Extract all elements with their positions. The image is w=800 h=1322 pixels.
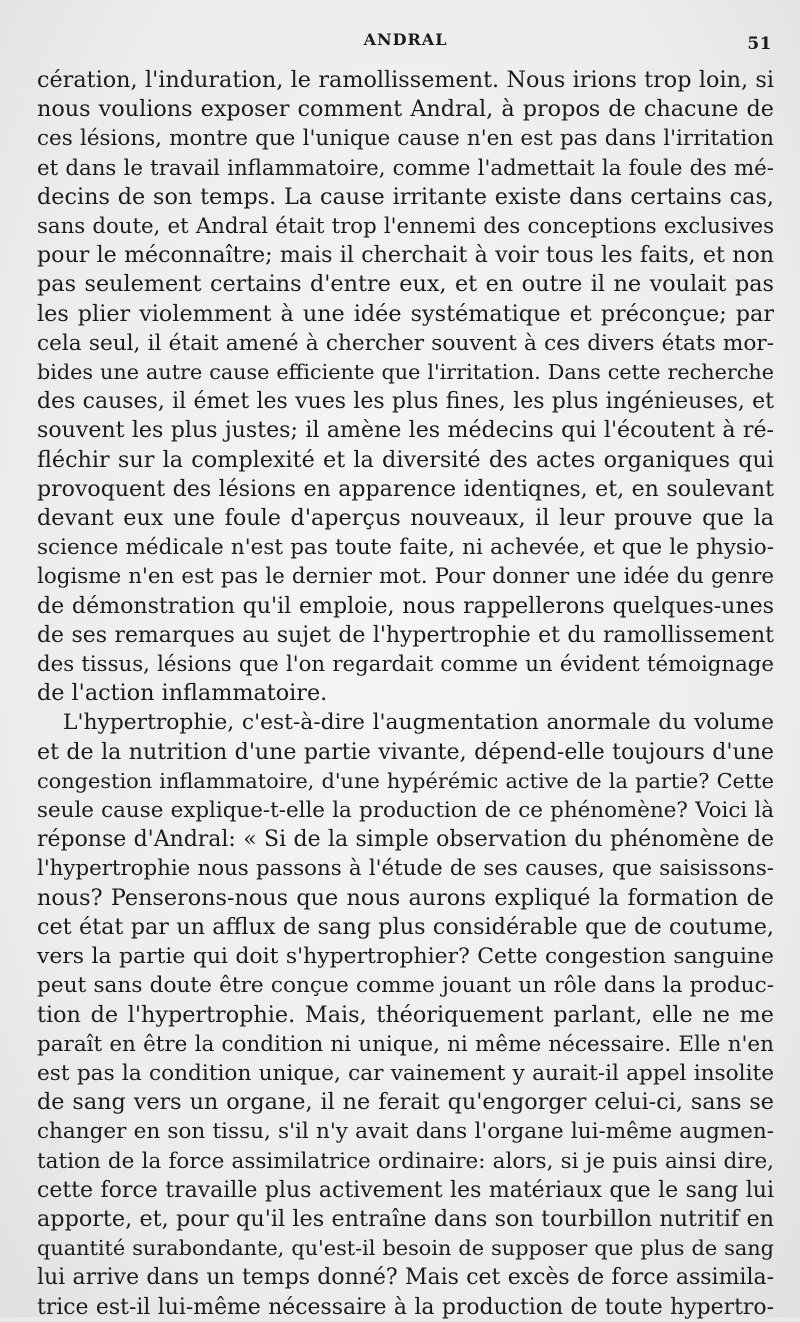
text-line: nous voulions exposer comment Andral, à propos de chacune de xyxy=(37,96,774,123)
text-line: vers la partie qui doit s'hypertrophier? Cette congestion sanguine xyxy=(37,944,774,970)
text-line: sans doute, et Andral était trop l'ennemi des conceptions exclusives xyxy=(37,214,774,240)
text-line: devant eux une foule d'aperçus nouveaux, il leur prouve que la xyxy=(37,505,774,532)
text-line: peut sans doute être conçue comme jouant un rôle dans la produc- xyxy=(37,973,774,999)
text-line: pour le méconnaître; mais il cherchait à voir tous les faits, et non xyxy=(37,242,774,269)
text-line: science médicale n'est pas toute faite, ni achevée, et que le physio- xyxy=(37,535,774,561)
text-line: les plier violemment à une idée systématique et préconçue; par xyxy=(37,300,774,327)
text-line: de sang vers un organe, il ne ferait qu'engorger celui-ci, sans se xyxy=(37,1089,774,1116)
text-line: ces lésions, montre que l'unique cause n'en est pas dans l'irritation xyxy=(37,126,774,152)
text-line: réponse d'Andral: « Si de la simple observation du phénomène de xyxy=(37,827,774,853)
text-line: bides une autre cause efficiente que l'irritation. Dans cette recherche xyxy=(37,360,774,385)
text-line: trice est-il lui-même nécessaire à la production de toute hypertro- xyxy=(37,1294,774,1320)
text-line: pas seulement certains d'entre eux, et en outre il ne voulait pas xyxy=(37,271,774,298)
running-title: ANDRAL xyxy=(363,30,448,49)
text-line: cette force travaille plus activement les matériaux que le sang lui xyxy=(37,1177,774,1203)
text-line: et dans le travail inflammatoire, comme l'admettait la foule des mé- xyxy=(37,155,774,181)
text-line: cela seul, il était amené à chercher souvent à ces divers états mor- xyxy=(37,330,774,356)
text-line: lui arrive dans un temps donné? Mais cet excès de force assimila- xyxy=(37,1265,774,1291)
running-head xyxy=(37,30,774,60)
text-line: apporte, et, pour qu'il les entraîne dans son tourbillon nutritif en xyxy=(37,1205,774,1232)
text-line: changer en son tissu, s'il n'y avait dans l'organe lui-même augmen- xyxy=(37,1119,774,1145)
text-line: des causes, il émet les vues les plus fines, les plus ingénieuses, et xyxy=(37,389,774,415)
text-line-paragraph-end: de l'action inflammatoire. xyxy=(37,680,328,707)
text-line-paragraph-start: L'hypertrophie, c'est-à-dire l'augmentation anormale du volume xyxy=(63,710,774,736)
text-line: tion de l'hypertrophie. Mais, théoriquement parlant, elle ne me xyxy=(37,1001,774,1028)
text-line: l'hypertrophie nous passons à l'étude de ses causes, que saisissons- xyxy=(37,856,774,882)
text-line: de ses remarques au sujet de l'hypertrophie et du ramollissement xyxy=(37,622,774,648)
text-line: decins de son temps. La cause irritante existe dans certains cas, xyxy=(37,183,774,210)
body-text xyxy=(37,66,774,1322)
text-line: seule cause explique-t-elle la production de ce phénomène? Voici là xyxy=(37,798,774,824)
text-line: est pas la condition unique, car vainement y aurait-il appel insolite xyxy=(37,1060,774,1086)
text-line: provoquent des lésions en apparence identiqnes, et, en soulevant xyxy=(37,476,774,502)
text-line: cet état par un afflux de sang plus considérable que de coutume, xyxy=(37,913,774,940)
text-line: paraît en être la condition ni unique, ni même nécessaire. Elle n'en xyxy=(37,1031,774,1057)
text-line: cération, l'induration, le ramollissement. Nous irions trop loin, si xyxy=(37,67,774,93)
text-line: souvent les plus justes; il amène les médecins qui l'écoutent à ré- xyxy=(37,417,774,444)
text-line: logisme n'en est pas le dernier mot. Pour donner une idée du genre xyxy=(37,564,774,590)
text-line: et de la nutrition d'une partie vivante, dépend-elle toujours d'une xyxy=(37,738,774,765)
text-line: nous? Penserons-nous que nous aurons expliqué la formation de xyxy=(37,884,774,911)
text-line: tation de la force assimilatrice ordinaire: alors, si je puis ainsi dire, xyxy=(37,1148,774,1174)
page-number: 51 xyxy=(747,34,772,54)
text-line: des tissus, lésions que l'on regardait comme un évident témoignage xyxy=(37,652,774,678)
text-line: congestion inflammatoire, d'une hypérémic active de la partie? Cette xyxy=(37,768,774,793)
text-line: de démonstration qu'il emploie, nous rappellerons quelques-unes xyxy=(37,592,774,619)
text-line: fléchir sur la complexité et la diversité des actes organiques qui xyxy=(37,446,774,473)
text-line: quantité surabondante, qu'est-il besoin de supposer que plus de sang xyxy=(37,1236,774,1261)
